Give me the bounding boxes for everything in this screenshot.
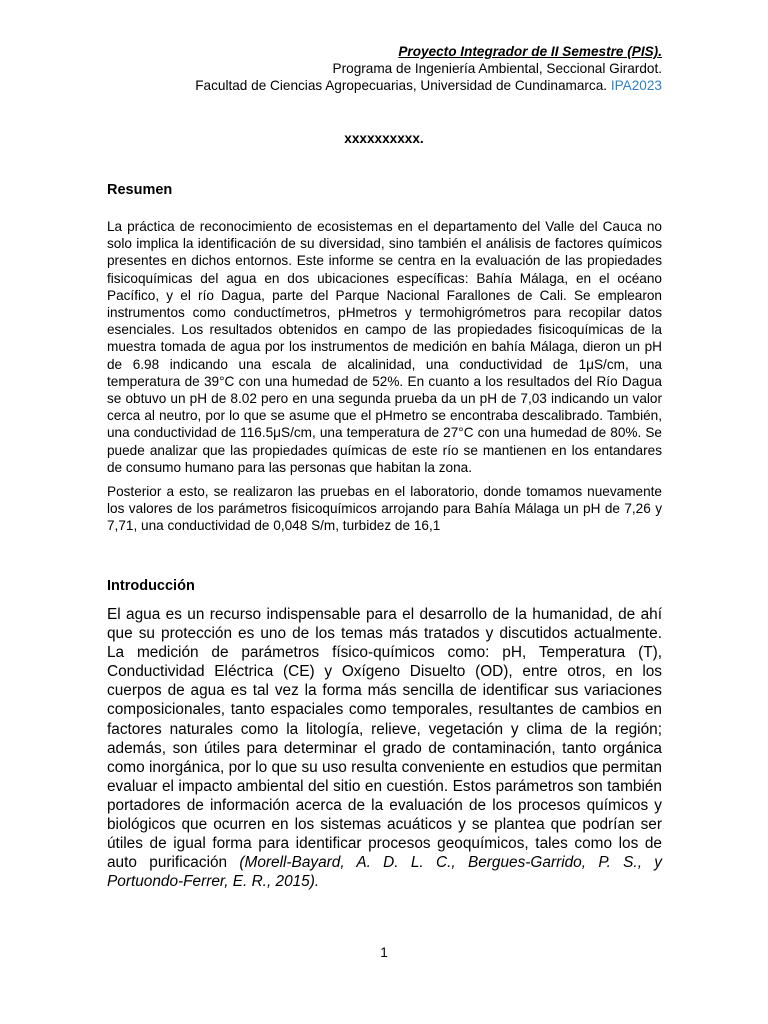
resumen-heading: Resumen [107,182,173,198]
introduccion-heading: Introducción [107,578,195,594]
resumen-paragraph-2: Posterior a esto, se realizaron las pruebas en el laboratorio, donde tomamos nuevamente los valores de los parámetros fisicoquímicos arrojando para Bahía Málaga un pH de 7,26 y 7,71, una conductividad de 0,048 S/m, turbidez de 16,1 [107,484,662,534]
introduccion-paragraph: El agua es un recurso indispensable para el desarrollo de la humanidad, de ahí que su protección es uno de los temas más tratados y discutidos actualmente. La medición de parámetros físico-químicos como: pH, Temperatura (T), Conductividad Eléctrica (CE) y Oxígeno Disuelto (OD), entre otros, en los cuerpos de agua es tal vez la forma más sencilla de identificar sus variaciones composicionales, tanto espaciales como temporales, resultantes de cambios en factores naturales como la litología, relieve, vegetación y clima de la región; además, son útiles para determinar el grado de contaminación, tanto orgánica como inorgánica, por lo que su uso resulta conveniente en estudios que permitan evaluar el impacto ambiental del sitio en cuestión. Estos parámetros son también portadores de información acerca de la evaluación de los procesos químicos y biológicos que ocurren en los sistemas acuáticos y se plantea que podrían ser útiles de igual forma para identificar procesos geoquímicos, tales como los de auto purificación (Morell-Bayard, A. D. L. C., Bergues-Garrido, P. S., y Portuondo-Ferrer, E. R., 2015). [107,606,662,891]
document-title: xxxxxxxxxx. [344,131,424,146]
program-line: Programa de Ingeniería Ambiental, Seccional Girardot. [332,61,662,76]
page-number: 1 [380,945,388,960]
resumen-body [107,218,662,542]
faculty-line: Facultad de Ciencias Agropecuarias, Universidad de Cundinamarca. IPA2023 [195,78,662,93]
introduccion-body [107,605,662,891]
project-title: Proyecto Integrador de II Semestre (PIS). [398,44,662,59]
resumen-paragraph-1: La práctica de reconocimiento de ecosistemas en el departamento del Valle del Cauca no solo implica la identificación de su diversidad, sino también el análisis de factores químicos presentes en dichos entornos. Este informe se centra en la evaluación de las propiedades fisicoquímicas del agua en dos ubicaciones específicas: Bahía Málaga, en el océano Pacífico, y el río Dagua, parte del Parque Nacional Farallones de Cali. Se emplearon instrumentos como conductímetros, pHmetros y termohigrómetros para recopilar datos esenciales. Los resultados obtenidos en campo de las propiedades fisicoquímicas de la muestra tomada de agua por los instrumentos de medición en bahía Málaga, dieron un pH de 6.98 indicando una escala de alcalinidad, una conductividad de 1μS/cm, una temperatura de 39°C con una humedad de 52%. En cuanto a los resultados del Río Dagua se obtuvo un pH de 8.02 pero en una segunda prueba da un pH de 7,03 indicando un valor cerca al neutro, por lo que se asume que el pHmetro se encontraba descalibrado. También, una conductividad de 116.5μS/cm, una temperatura de 27°C con una humedad de 80%. Se puede analizar que las propiedades químicas de este río se mantienen en los entandares de consumo humano para las personas que habitan la zona. [107,219,662,475]
citation: (Morell-Bayard, A. D. L. C., Bergues-Garrido, P. S., y Portuondo-Ferrer, E. R., 2015). [107,854,662,891]
document-header [102,43,662,94]
ipa-tag: IPA2023 [610,78,662,93]
